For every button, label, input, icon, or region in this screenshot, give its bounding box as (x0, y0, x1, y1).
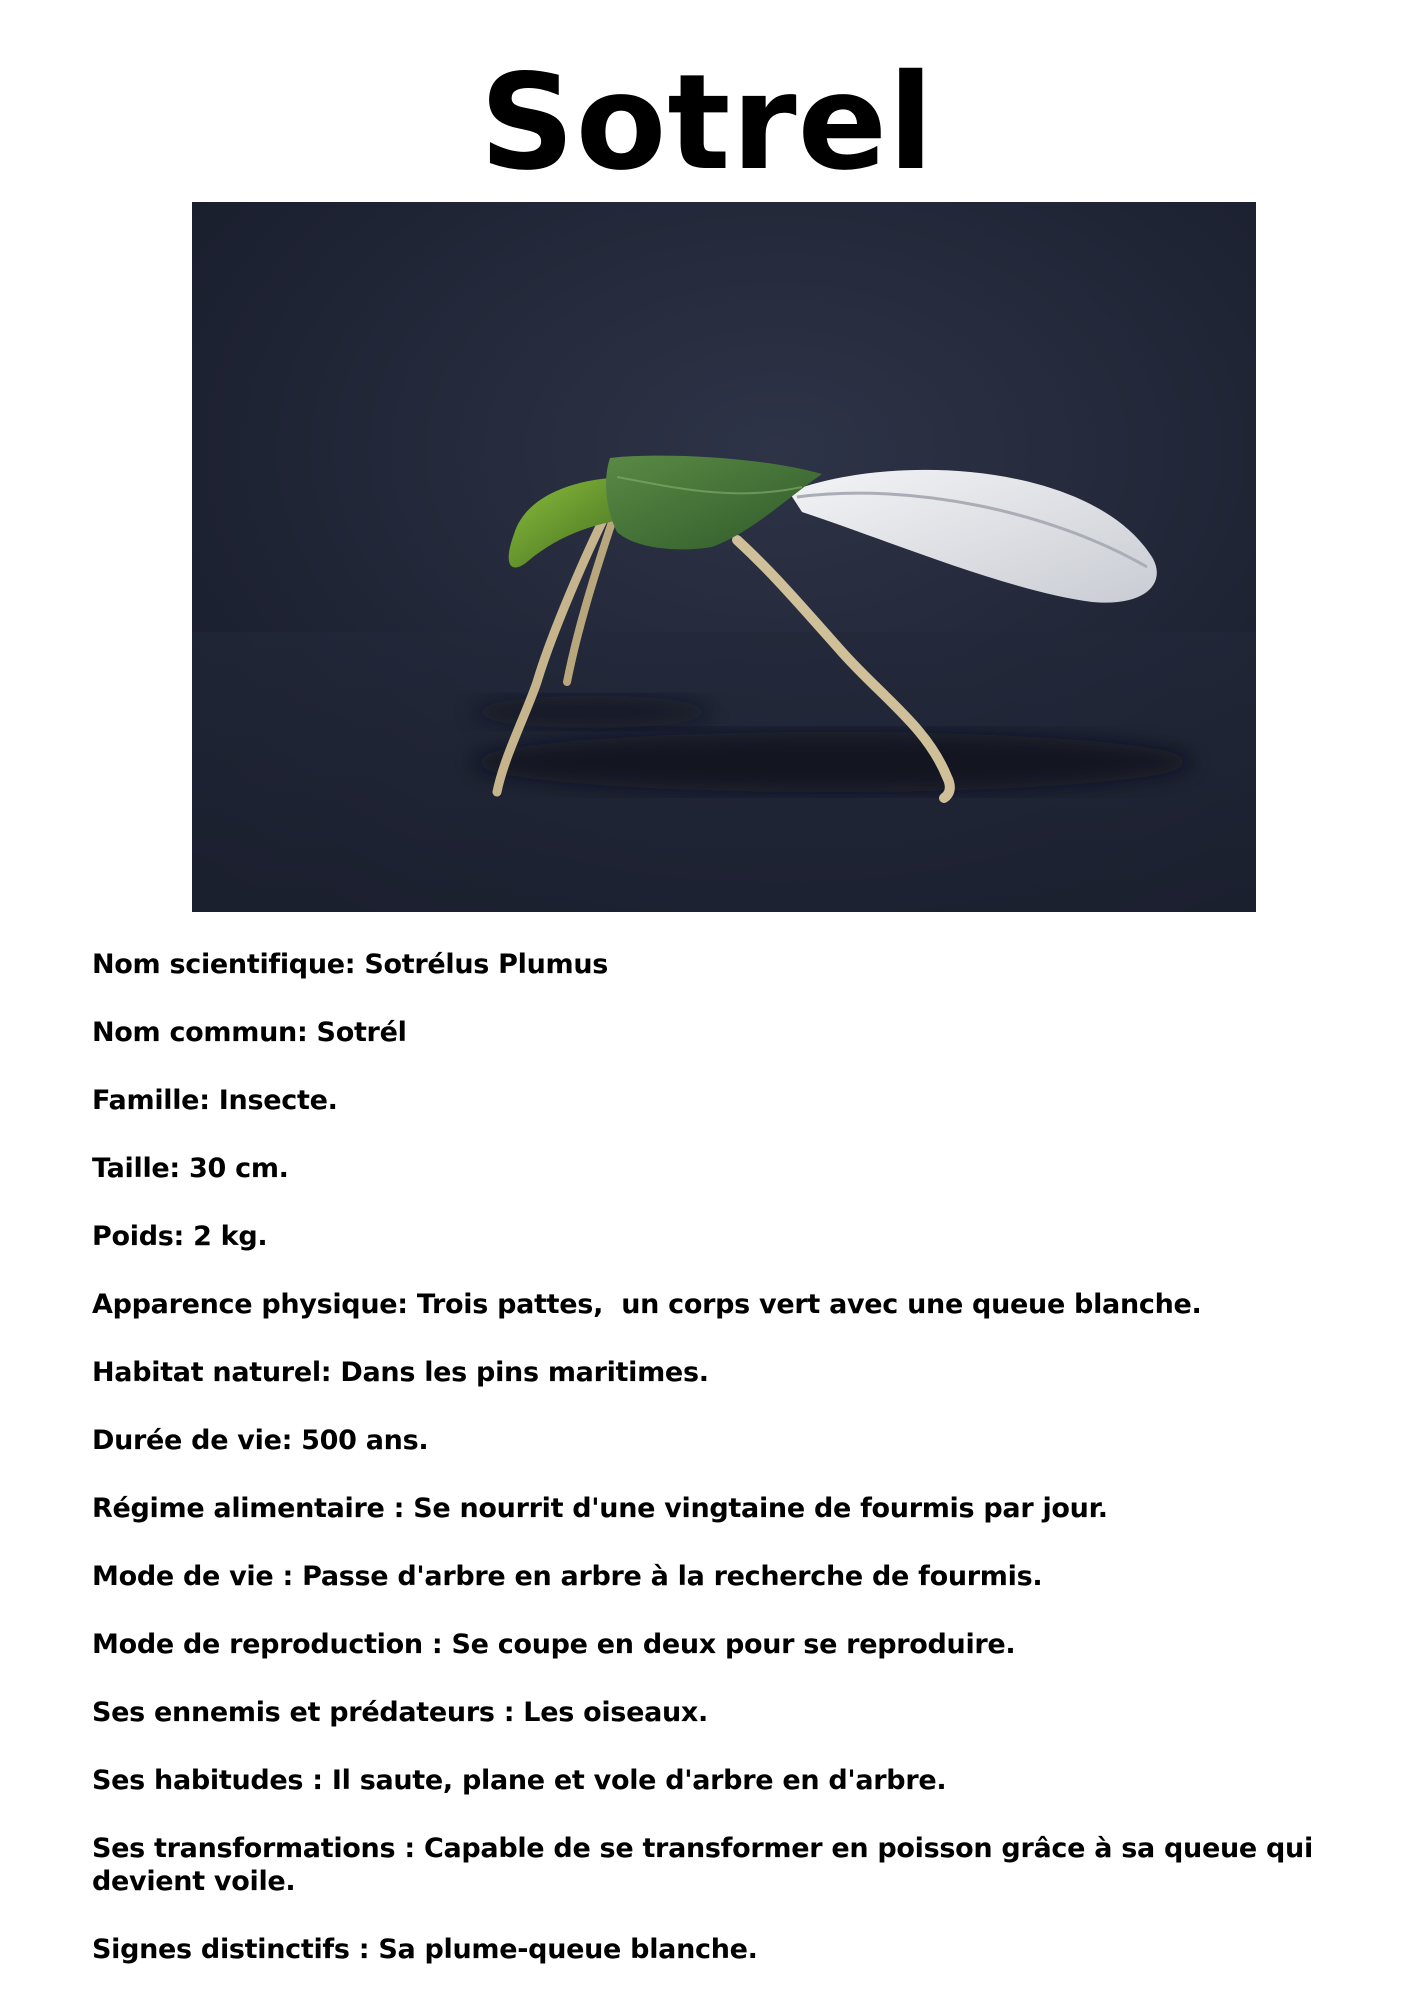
page-title: Sotrel (479, 46, 935, 200)
fact-value: Il saute, plane et vole d'arbre en d'arbre. (322, 1765, 947, 1796)
fact-weight (92, 1220, 1322, 1253)
fact-label: Mode de reproduction : (92, 1629, 443, 1660)
fact-diet (92, 1492, 1322, 1525)
fact-value: Passe d'arbre en arbre à la recherche de fourmis. (292, 1561, 1043, 1592)
fact-distinctive-signs (92, 1933, 1322, 1966)
fact-value: 30 cm. (179, 1153, 289, 1184)
fact-family (92, 1084, 1322, 1117)
fact-transformations (92, 1832, 1322, 1898)
fact-reproduction (92, 1628, 1322, 1661)
facts-list (92, 948, 1322, 2001)
fact-value: 2 kg. (184, 1221, 268, 1252)
creature-photo (192, 202, 1256, 912)
fact-lifestyle (92, 1560, 1322, 1593)
fact-value: Insecte. (209, 1085, 338, 1116)
fact-appearance (92, 1288, 1322, 1321)
fact-lifespan (92, 1424, 1322, 1457)
fact-habitat (92, 1356, 1322, 1389)
fact-label: Mode de vie : (92, 1561, 293, 1592)
fact-habits (92, 1764, 1322, 1797)
fact-label: Ses ennemis et prédateurs : (92, 1697, 515, 1728)
fact-value: Capable de se transformer en poisson grâce à sa queue qui devient voile. (92, 1833, 1313, 1897)
fact-label: Régime alimentaire : (92, 1493, 405, 1524)
fact-value: Se coupe en deux pour se reproduire. (442, 1629, 1016, 1660)
fact-value: Sotrél (307, 1017, 407, 1048)
fact-value: Dans les pins maritimes. (331, 1357, 709, 1388)
fact-value: Se nourrit d'une vingtaine de fourmis par jour. (404, 1493, 1108, 1524)
creature-illustration (192, 202, 1256, 912)
fact-value: Sa plume-queue blanche. (369, 1934, 758, 1965)
fact-label: Taille: (92, 1153, 180, 1184)
fact-predators (92, 1696, 1322, 1729)
fact-size (92, 1152, 1322, 1185)
fact-label: Nom commun: (92, 1017, 308, 1048)
fact-label: Poids: (92, 1221, 184, 1252)
fact-common-name (92, 1016, 1322, 1049)
fact-label: Ses transformations : (92, 1833, 415, 1864)
fact-value: Trois pattes, un corps vert avec une queue blanche. (407, 1289, 1202, 1320)
fact-label: Signes distinctifs : (92, 1934, 370, 1965)
fact-label: Ses habitudes : (92, 1765, 323, 1796)
fact-label: Habitat naturel: (92, 1357, 332, 1388)
fact-label: Apparence physique: (92, 1289, 408, 1320)
fact-label: Famille: (92, 1085, 210, 1116)
fact-value: 500 ans. (292, 1425, 429, 1456)
fact-value: Les oiseaux. (514, 1697, 708, 1728)
fact-label: Durée de vie: (92, 1425, 293, 1456)
fact-value: Sotrélus Plumus (355, 949, 609, 980)
fact-label: Nom scientifique: (92, 949, 356, 980)
fact-scientific-name (92, 948, 1322, 981)
